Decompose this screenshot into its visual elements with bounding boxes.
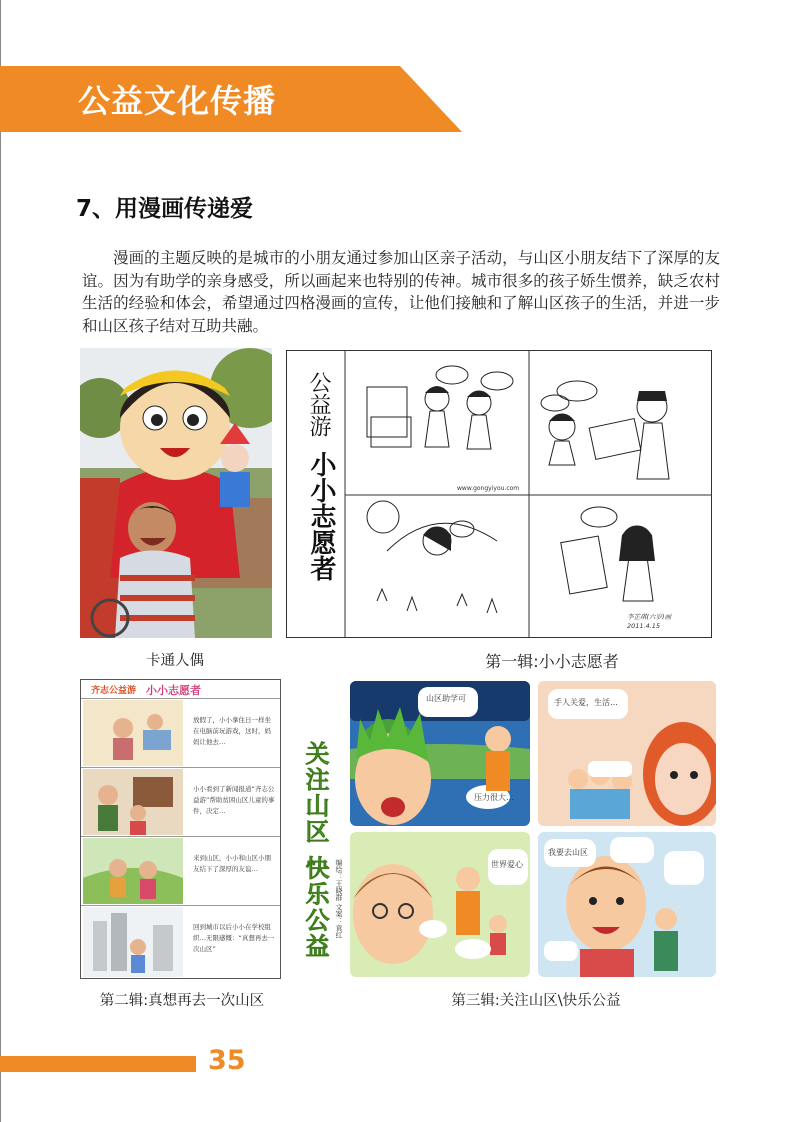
- comic-two-panel: [81, 906, 280, 978]
- comic-two-caption: 第二辑:真想再去一次山区: [99, 993, 265, 1009]
- comic-three-credits: 编绘：王晓群 文案：袁红: [335, 859, 343, 939]
- comic-two-panel: [81, 768, 280, 837]
- comic-two-panel-art: [83, 838, 183, 904]
- section-heading: 7、用漫画传递爱: [76, 196, 254, 222]
- mascot-photo: [80, 348, 272, 638]
- svg-text:手人关爱，生活…: 手人关爱，生活…: [554, 698, 618, 707]
- comic-two-header-title: 齐志公益游: [91, 686, 137, 696]
- comic-two-panel: [81, 699, 280, 768]
- comic-two-panel-art: [83, 700, 183, 766]
- comic-one-panels: [287, 351, 712, 638]
- comic-three-panels: [348, 679, 716, 979]
- svg-text:山区助学可: 山区助学可: [426, 694, 466, 703]
- comic-two-panel-text: 来到山区，小小和山区小朋友结下了深厚的友谊…: [193, 854, 271, 873]
- comic-two-header-subtitle: 小小志愿者: [146, 684, 201, 697]
- comic-one-side-title-bottom: 小小志愿者: [306, 451, 336, 581]
- comic-one-side-title-top: 公益游: [306, 371, 331, 437]
- banner-title: 公益文化传播: [78, 82, 277, 120]
- comic-one: [286, 350, 712, 638]
- comic-two-panel-text: 放假了，小小拿住日一样坐在电脑前玩游戏，这时，妈妈让他去…: [193, 716, 271, 746]
- svg-text:世界爱心: 世界爱心: [491, 860, 523, 869]
- comic-one-website: www.gongyiyou.com: [457, 485, 520, 492]
- footer-bar: [0, 1056, 196, 1072]
- body-paragraph: 漫画的主题反映的是城市的小朋友通过参加山区亲子活动，与山区小朋友结下了深厚的友谊。因为有助学的亲身感受，所以画起来也特别的传神。城市很多的孩子娇生惯养，缺乏农村生活的经验和体会，希望通过四格漫画的宣传，让他们接触和了解山区孩子的生活，并进一步和山区孩子结对互助共融。: [82, 249, 720, 335]
- comic-one-caption: 第一辑:小小志愿者: [485, 652, 619, 671]
- photo-caption: 卡通人偶: [146, 653, 204, 669]
- comic-two-header: [81, 680, 280, 699]
- comic-three-caption: 第三辑:关注山区\快乐公益: [451, 993, 621, 1009]
- comic-two-panel: [81, 837, 280, 906]
- comic-three: [296, 679, 716, 979]
- page-edge-rule: [0, 0, 1, 1122]
- comic-two-panel-art: [83, 907, 183, 977]
- comic-one-signature: 李芷琪(六岁)画 2011.4.15: [627, 613, 672, 630]
- page-number: 35: [208, 1045, 246, 1076]
- comic-three-side-title: 关注山区 快乐公益: [301, 741, 329, 960]
- comic-two-panel-text: 小小看到了新闻报道“齐志公益游”帮助贫困山区儿童的事件，决定…: [193, 785, 275, 815]
- mascot-photo-image: [80, 348, 272, 638]
- svg-text:我要去山区: 我要去山区: [548, 848, 588, 857]
- comic-two-panel-art: [83, 769, 183, 835]
- comic-two: [80, 679, 281, 979]
- svg-text:压力很大…: 压力很大…: [474, 793, 514, 802]
- comic-two-panel-text: 回到城市以后小小在学校组织…无限感慨：“真想再去一次山区”: [193, 923, 275, 953]
